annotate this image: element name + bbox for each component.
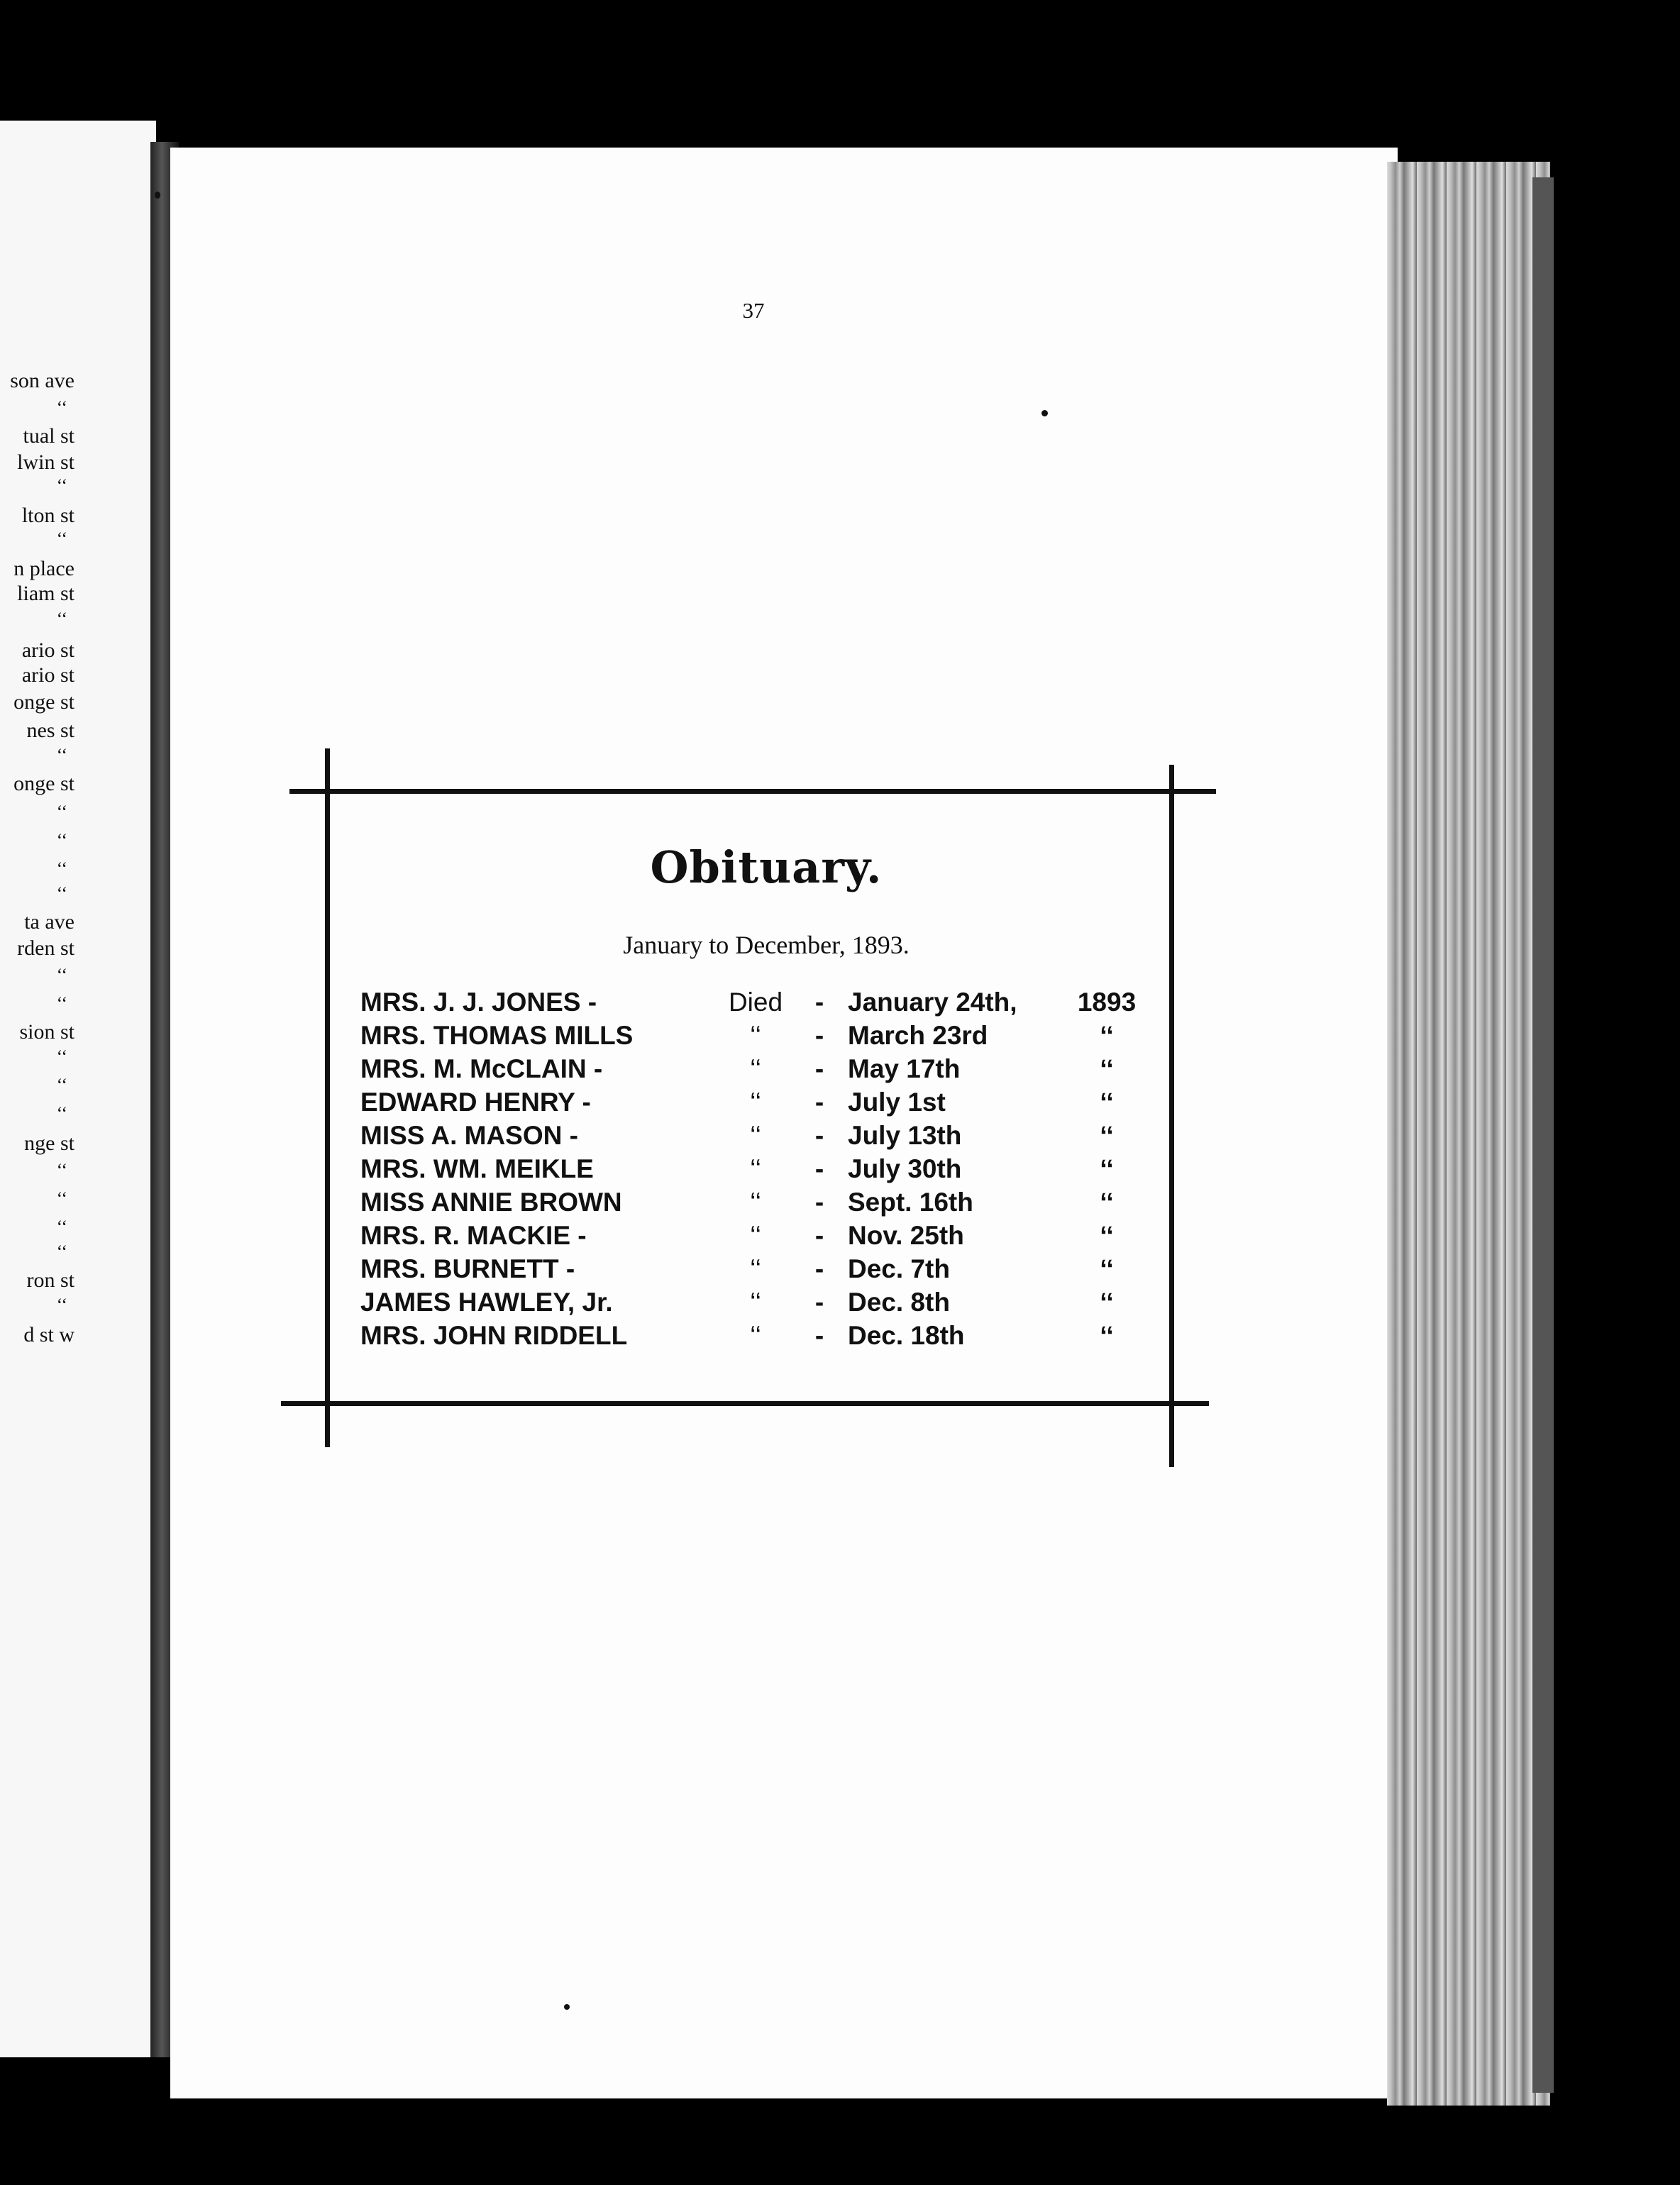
left-page-line: lwin st: [17, 450, 74, 474]
entry-dash: -: [814, 988, 824, 1017]
entry-died: ‘‘: [750, 1121, 761, 1150]
left-page-line: d st w: [23, 1323, 74, 1346]
left-page-line: ‘‘: [56, 965, 67, 985]
entry-year: ‘‘: [1100, 1088, 1114, 1117]
obituary-entry: [355, 1088, 1164, 1121]
left-page-line: ‘‘: [56, 802, 67, 822]
entry-dash: -: [814, 1021, 824, 1050]
entry-dash: -: [814, 1154, 824, 1183]
left-page-line: rden st: [17, 936, 74, 960]
entry-died: ‘‘: [750, 1321, 761, 1350]
left-page-line: ta ave: [24, 910, 74, 934]
left-page-line: tual st: [23, 424, 74, 448]
obituary-list: [355, 988, 1164, 1354]
entry-date: Dec. 8th: [848, 1288, 950, 1317]
entry-year: ‘‘: [1100, 1054, 1114, 1083]
left-page-line: ‘‘: [56, 1188, 67, 1209]
entry-date: Dec. 7th: [848, 1254, 950, 1283]
entry-dash: -: [814, 1221, 824, 1250]
entry-year: ‘‘: [1100, 1288, 1114, 1317]
left-page-line: ‘‘: [56, 1160, 67, 1180]
left-page-line: son ave: [10, 369, 74, 392]
left-page: [0, 121, 156, 2057]
ink-speck: [155, 192, 160, 199]
left-page-line: ario st: [21, 663, 74, 687]
entry-dash: -: [814, 1254, 824, 1283]
obituary-entry: [355, 1054, 1164, 1088]
entry-died: ‘‘: [750, 1254, 761, 1283]
entry-name: MRS. WM. MEIKLE: [360, 1154, 594, 1183]
left-page-line: ‘‘: [56, 1075, 67, 1095]
obituary-entry: [355, 1221, 1164, 1254]
entry-died: Died: [728, 988, 783, 1017]
entry-dash: -: [814, 1121, 824, 1150]
left-page-line: ‘‘: [56, 475, 67, 496]
entry-name: EDWARD HENRY -: [360, 1088, 591, 1117]
entry-dash: -: [814, 1321, 824, 1350]
entry-year: ‘‘: [1100, 1154, 1114, 1183]
entry-year: ‘‘: [1100, 1254, 1114, 1283]
entry-died: ‘‘: [750, 1021, 761, 1050]
left-page-line: ‘‘: [56, 609, 67, 629]
entry-died: ‘‘: [750, 1154, 761, 1183]
entry-name: JAMES HAWLEY, Jr.: [360, 1288, 613, 1317]
left-page-line: onge st: [13, 690, 74, 714]
left-page-line: sion st: [19, 1020, 74, 1044]
ink-speck: [564, 2004, 570, 2010]
entry-year: 1893: [1077, 988, 1137, 1017]
left-page-line: nge st: [24, 1132, 74, 1155]
page-number: 37: [742, 298, 765, 323]
left-page-line: ‘‘: [56, 529, 67, 549]
obituary-entry: [355, 1121, 1164, 1154]
entry-date: Nov. 25th: [848, 1221, 964, 1250]
entry-dash: -: [814, 1054, 824, 1083]
entry-year: ‘‘: [1100, 1321, 1114, 1350]
left-page-line: ‘‘: [56, 883, 67, 904]
book-edge-shadow: [1532, 177, 1554, 2093]
left-page-line: onge st: [13, 772, 74, 795]
left-page-line: lton st: [21, 504, 74, 527]
entry-date: July 1st: [848, 1088, 946, 1117]
entry-died: ‘‘: [750, 1088, 761, 1117]
entry-name: MRS. J. J. JONES -: [360, 988, 597, 1017]
left-page-line: liam st: [17, 582, 74, 605]
ink-speck: [1041, 410, 1048, 416]
entry-name: MRS. M. McCLAIN -: [360, 1054, 603, 1083]
entry-dash: -: [814, 1088, 824, 1117]
entry-year: ‘‘: [1100, 1021, 1114, 1050]
entry-year: ‘‘: [1100, 1121, 1114, 1150]
obituary-title: Obituary.: [650, 841, 883, 893]
entry-name: MRS. R. MACKIE -: [360, 1221, 587, 1250]
left-page-line: ron st: [26, 1268, 74, 1292]
left-page-line: ‘‘: [56, 1295, 67, 1315]
obituary-subtitle: January to December, 1893.: [623, 931, 910, 959]
left-page-line: ‘‘: [56, 397, 67, 418]
left-page-line: ‘‘: [56, 858, 67, 879]
entry-date: May 17th: [848, 1054, 961, 1083]
entry-died: ‘‘: [750, 1221, 761, 1250]
obituary-entry: [355, 1154, 1164, 1188]
left-page-line: ‘‘: [56, 993, 67, 1014]
obituary-entry: [355, 1321, 1164, 1354]
entry-date: July 30th: [848, 1154, 962, 1183]
entry-date: Sept. 16th: [848, 1188, 973, 1217]
entry-date: Dec. 18th: [848, 1321, 965, 1350]
entry-name: MISS ANNIE BROWN: [360, 1188, 622, 1217]
left-page-line: ‘‘: [56, 1241, 67, 1262]
left-page-line: n place: [13, 557, 74, 580]
left-page-line: nes st: [26, 719, 74, 742]
entry-name: MRS. THOMAS MILLS: [360, 1021, 634, 1050]
left-page-line: ‘‘: [56, 1217, 67, 1237]
obituary-entry: [355, 988, 1164, 1021]
left-page-line: ario st: [21, 638, 74, 662]
entry-died: ‘‘: [750, 1188, 761, 1217]
obituary-entry: [355, 1188, 1164, 1221]
obituary-entry: [355, 1254, 1164, 1288]
entry-date: March 23rd: [848, 1021, 988, 1050]
left-page-line: ‘‘: [56, 745, 67, 765]
frame-bottom-rule: [281, 1401, 1209, 1406]
left-page-line: ‘‘: [56, 830, 67, 851]
left-page-line: ‘‘: [56, 1046, 67, 1067]
entry-year: ‘‘: [1100, 1221, 1114, 1250]
entry-year: ‘‘: [1100, 1188, 1114, 1217]
entry-name: MRS. JOHN RIDDELL: [360, 1321, 628, 1350]
obituary-entry: [355, 1021, 1164, 1054]
left-page-text: [0, 121, 153, 2057]
entry-date: July 13th: [848, 1121, 962, 1150]
obituary-entry: [355, 1288, 1164, 1321]
entry-dash: -: [814, 1288, 824, 1317]
entry-dash: -: [814, 1188, 824, 1217]
entry-name: MRS. BURNETT -: [360, 1254, 575, 1283]
entry-died: ‘‘: [750, 1054, 761, 1083]
entry-died: ‘‘: [750, 1288, 761, 1317]
frame-top-rule: [289, 789, 1216, 794]
page-edges: [1387, 162, 1550, 2106]
entry-name: MISS A. MASON -: [360, 1121, 578, 1150]
entry-date: January 24th,: [848, 988, 1017, 1017]
left-page-line: ‘‘: [56, 1103, 67, 1124]
